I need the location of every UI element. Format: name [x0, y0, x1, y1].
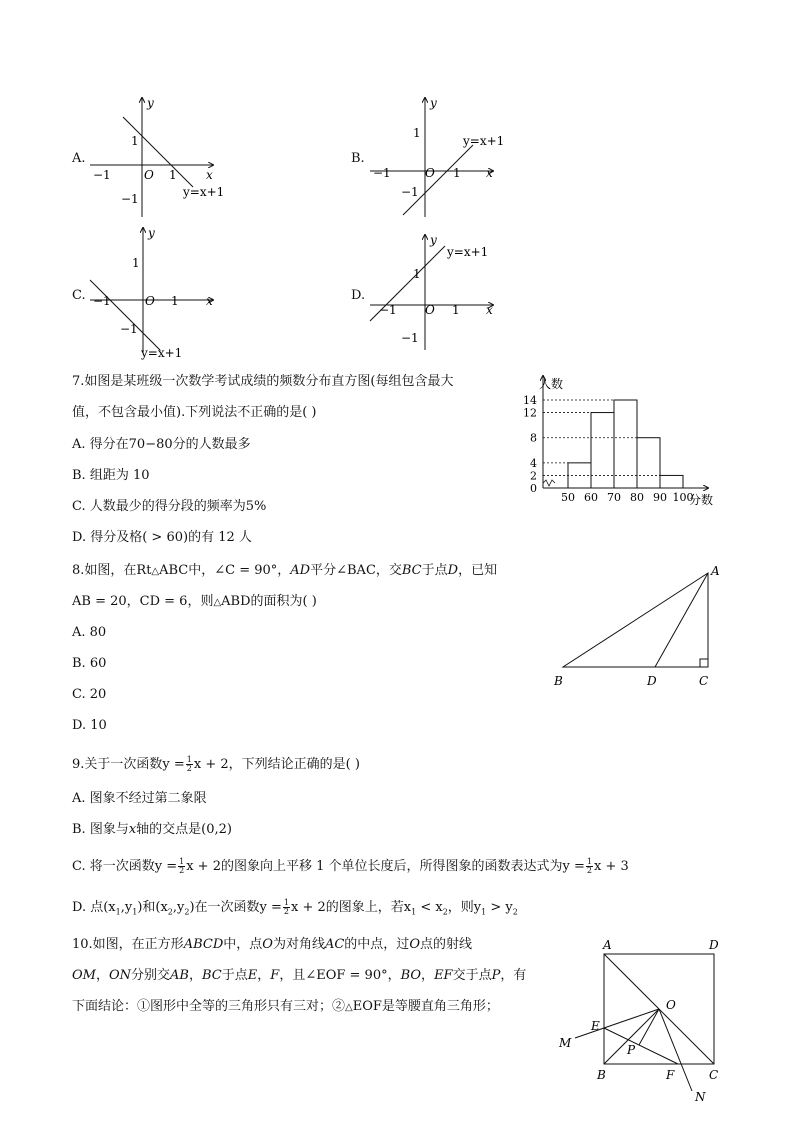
q6-c-origin: O — [145, 294, 155, 308]
q9-opt-part: ，则y — [447, 900, 482, 915]
q6-option-d-graph — [365, 232, 525, 352]
q6-c-tick: 1 — [132, 256, 140, 270]
q7-x-label: 分数 — [689, 493, 714, 507]
q6-a-tick: −1 — [93, 168, 111, 182]
histogram-y-tick: 14 — [523, 394, 537, 407]
q9-opt-part: D. 点(x — [72, 900, 116, 915]
histogram-x-tick: 70 — [607, 491, 621, 504]
q9-opt-part: x + 2的图象上，若x — [291, 900, 412, 915]
histogram-bar — [660, 475, 683, 488]
q9-opt-part: )和(x — [137, 900, 168, 915]
q8-triangle-abc — [563, 573, 708, 667]
q9-stem-part: 9.关于一次函数y = — [72, 757, 185, 772]
histogram-y-tick: 2 — [530, 469, 537, 483]
q6-b-line — [403, 145, 473, 215]
histogram-x-tick: 80 — [630, 491, 644, 504]
subscript: 1 — [411, 907, 417, 917]
histogram-y-tick: 8 — [530, 431, 537, 445]
q6-b-y-label: y — [430, 96, 437, 110]
q8-stem-part: BC — [401, 563, 422, 578]
triangle-symbol: △ — [151, 566, 160, 577]
q7-axis-break — [543, 480, 555, 486]
q8-label-a: A — [711, 564, 720, 578]
q10-line1 — [72, 937, 472, 953]
q10-part: P — [491, 968, 501, 983]
q8-label-c: C — [699, 674, 709, 688]
q8-label-d: D — [647, 674, 657, 688]
q7-y-label: 人数 — [539, 377, 564, 391]
q10-part: 于点 — [221, 968, 248, 983]
subscript: 2 — [512, 907, 518, 917]
q6-b-x-label: x — [486, 166, 493, 180]
q10-label-m: M — [559, 1036, 572, 1050]
histogram-y-tick: 4 — [530, 456, 537, 470]
q10-label-b: B — [597, 1068, 606, 1082]
q10-part: AC — [324, 937, 345, 952]
q10-part: ，且∠EOF = 90°， — [279, 968, 401, 983]
q6-option-b-graph — [365, 95, 525, 220]
q10-part: O — [409, 937, 420, 952]
q8-stem-line1 — [72, 563, 497, 580]
q6-option-c-graph — [85, 225, 245, 365]
q9-stem-part: x + 2，下列结论正确的是( ) — [193, 757, 360, 772]
q10-part: 的中点，过 — [344, 937, 410, 952]
q8-label-b: B — [554, 674, 563, 688]
q6-option-a-graph — [85, 95, 245, 220]
q6-d-y-label: y — [430, 233, 437, 247]
q9-option-b — [72, 822, 232, 838]
q9-opt-part: 轴的交点是(0,2) — [136, 822, 232, 837]
q10-part: F — [270, 968, 280, 983]
q6-d-origin: O — [425, 303, 435, 317]
q10-ray-on — [659, 1009, 692, 1091]
q6-d-x-label: x — [486, 303, 493, 317]
q6-c-line — [90, 280, 160, 350]
q10-part: ， — [421, 968, 435, 983]
q8-stem-part: 于点 — [421, 563, 448, 578]
q6-option-b-letter: B. — [351, 151, 365, 166]
q9-opt-part: x + 3 — [593, 859, 629, 874]
q8-option-b: B. 60 — [72, 656, 107, 671]
q9-opt-part: > y — [486, 900, 513, 915]
q8-stem-part: AD — [290, 563, 311, 578]
q10-part: BO — [400, 968, 422, 983]
fraction-half — [283, 899, 290, 916]
frac-denominator: 2 — [283, 907, 290, 916]
histogram-x-tick: 90 — [653, 491, 667, 504]
q6-b-tick: −1 — [401, 185, 419, 199]
q10-label-p: P — [627, 1043, 636, 1057]
q7-stem-line2: 值，不包含最小值).下列说法不正确的是( ) — [72, 405, 317, 420]
histogram-bar — [614, 400, 637, 488]
frac-denominator: 2 — [179, 866, 185, 875]
q10-part: ABCD — [183, 937, 224, 952]
q10-part: ， — [189, 968, 203, 983]
q8-stem-part: ，已知 — [458, 563, 498, 578]
q6-c-tick: 1 — [171, 294, 179, 308]
q6-c-tick: −1 — [93, 294, 111, 308]
q8-stem-part: ABD的面积为( ) — [221, 594, 317, 609]
q6-a-tick: −1 — [121, 192, 139, 206]
q10-square-figure — [555, 935, 735, 1105]
q9-option-a: A. 图象不经过第二象限 — [72, 791, 207, 806]
q7-option-c: C. 人数最少的得分段的频率为5% — [72, 499, 267, 514]
q9-opt-part: B. 图象与 — [72, 822, 129, 837]
q6-d-tick: 1 — [452, 303, 460, 317]
frac-numerator: 1 — [586, 857, 592, 866]
subscript: 1 — [132, 907, 138, 917]
subscript: 2 — [167, 907, 173, 917]
q10-label-n: N — [695, 1090, 706, 1104]
q7-option-a: A. 得分在70−80分的人数最多 — [72, 437, 251, 452]
q8-stem-part: ABC中，∠C = 90°， — [159, 563, 291, 578]
q8-option-c: C. 20 — [72, 687, 107, 702]
q6-b-origin: O — [425, 166, 435, 180]
histogram-bar — [637, 438, 660, 488]
histogram-bar — [591, 413, 614, 488]
q6-b-tick: −1 — [373, 166, 391, 180]
frac-numerator: 1 — [179, 857, 185, 866]
q9-opt-part: ,y — [172, 900, 185, 915]
histogram-y-tick: 12 — [523, 406, 537, 420]
q9-opt-part: )在一次函数y = — [189, 900, 282, 915]
q10-part: ON — [108, 968, 132, 983]
q6-c-line-label: y=x+1 — [141, 346, 183, 360]
subscript: 2 — [442, 907, 448, 917]
q8-segment-ad — [655, 573, 708, 667]
q6-c-y-label: y — [148, 226, 155, 240]
q6-d-tick: 1 — [413, 267, 421, 281]
q10-part: 10.如图，在正方形 — [72, 937, 184, 952]
q10-part: 中，点 — [223, 937, 263, 952]
q6-a-origin: O — [144, 168, 154, 182]
q7-option-b: B. 组距为 10 — [72, 468, 150, 483]
subscript: 1 — [481, 907, 487, 917]
frac-numerator: 1 — [283, 898, 290, 907]
frac-denominator: 2 — [586, 866, 592, 875]
q8-option-a: A. 80 — [72, 625, 107, 640]
q6-a-x-label: x — [206, 168, 213, 182]
q6-option-c-letter: C. — [72, 288, 86, 303]
q6-a-tick: 1 — [169, 168, 177, 182]
q6-b-line-label: y=x+1 — [463, 134, 505, 148]
q6-c-x-label: x — [206, 294, 213, 308]
subscript: 1 — [115, 907, 121, 917]
q6-a-tick: 1 — [131, 134, 139, 148]
q6-b-tick: 1 — [453, 166, 461, 180]
q10-line2 — [72, 968, 526, 984]
q6-a-line — [123, 117, 193, 187]
q10-label-f: F — [666, 1068, 675, 1082]
q10-label-a: A — [603, 938, 612, 952]
triangle-symbol: △ — [213, 597, 222, 608]
q9-option-d — [72, 899, 518, 919]
q9-opt-part: ,y — [120, 900, 133, 915]
q10-part: OM — [72, 968, 96, 983]
q8-right-angle-mark — [700, 659, 708, 667]
q6-option-a-letter: A. — [72, 151, 86, 166]
q6-b-tick: 1 — [413, 126, 421, 140]
q9-opt-part: x + 2的图象向上平移 1 个单位长度后，所得图象的函数表达式为y = — [186, 859, 585, 874]
q10-segment-ef — [604, 1028, 678, 1064]
q7-stem-line1: 7.如图是某班级一次数学考试成绩的频数分布直方图(每组包含最大 — [72, 374, 454, 389]
q8-stem-part: AB = 20，CD = 6，则 — [72, 594, 214, 609]
q10-line3 — [72, 999, 499, 1016]
q6-option-d-letter: D. — [351, 288, 366, 303]
q10-part: EF — [434, 968, 453, 983]
q6-d-line-label: y=x+1 — [447, 245, 489, 259]
histogram-y-tick: 0 — [530, 482, 537, 495]
q10-label-d: D — [709, 938, 719, 952]
q6-d-tick: −1 — [379, 303, 397, 317]
q7-option-d: D. 得分及格( > 60)的有 12 人 — [72, 530, 252, 545]
q9-opt-part: C. 将一次函数y = — [72, 859, 178, 874]
q10-label-c: C — [709, 1068, 719, 1082]
q10-part: O — [262, 937, 273, 952]
histogram-x-tick: 50 — [561, 491, 575, 504]
fraction-half — [186, 756, 193, 773]
q9-opt-part: < x — [416, 900, 443, 915]
q10-part: 下面结论：①图形中全等的三角形只有三对；② — [72, 999, 346, 1014]
q6-d-tick: −1 — [401, 331, 419, 345]
histogram-x-tick: 60 — [584, 491, 598, 504]
q10-part: 交于点 — [452, 968, 492, 983]
fraction-half — [178, 858, 185, 875]
q6-a-line-label: y=x+1 — [183, 185, 225, 199]
q8-stem-line2 — [72, 594, 317, 611]
q10-part: ， — [257, 968, 271, 983]
q6-a-y-label: y — [147, 96, 154, 110]
q10-ray-om — [575, 1009, 659, 1038]
q9-option-c — [72, 858, 629, 878]
q10-part: BC — [202, 968, 222, 983]
q9-stem — [72, 756, 360, 776]
q10-label-e: E — [591, 1019, 600, 1033]
triangle-symbol: △ — [345, 1002, 353, 1013]
q10-part: ，有 — [500, 968, 527, 983]
q10-part: ， — [95, 968, 109, 983]
q8-triangle-figure — [545, 560, 735, 695]
frac-numerator: 1 — [186, 755, 192, 764]
q10-part: AB — [170, 968, 189, 983]
q6-c-tick: −1 — [120, 322, 138, 336]
q8-stem-part: 平分∠BAC，交 — [310, 563, 402, 578]
q8-stem-part: D — [447, 563, 459, 578]
frac-denominator: 2 — [186, 764, 192, 773]
fraction-half — [586, 858, 593, 875]
histogram-x-tick: 100 — [672, 491, 694, 504]
q8-stem-part: 8.如图，在Rt — [72, 563, 152, 578]
q7-histogram — [515, 370, 730, 510]
q10-part: EOF是等腰直角三角形； — [352, 999, 499, 1014]
q10-part: 分别交 — [131, 968, 171, 983]
subscript: 2 — [184, 907, 190, 917]
q10-part: 为对角线 — [272, 937, 325, 952]
q10-part: E — [247, 968, 258, 983]
q10-part: 点的射线 — [419, 937, 472, 952]
q9-opt-part: x — [128, 822, 137, 837]
q10-label-o: O — [666, 998, 676, 1012]
q8-option-d: D. 10 — [72, 718, 107, 733]
